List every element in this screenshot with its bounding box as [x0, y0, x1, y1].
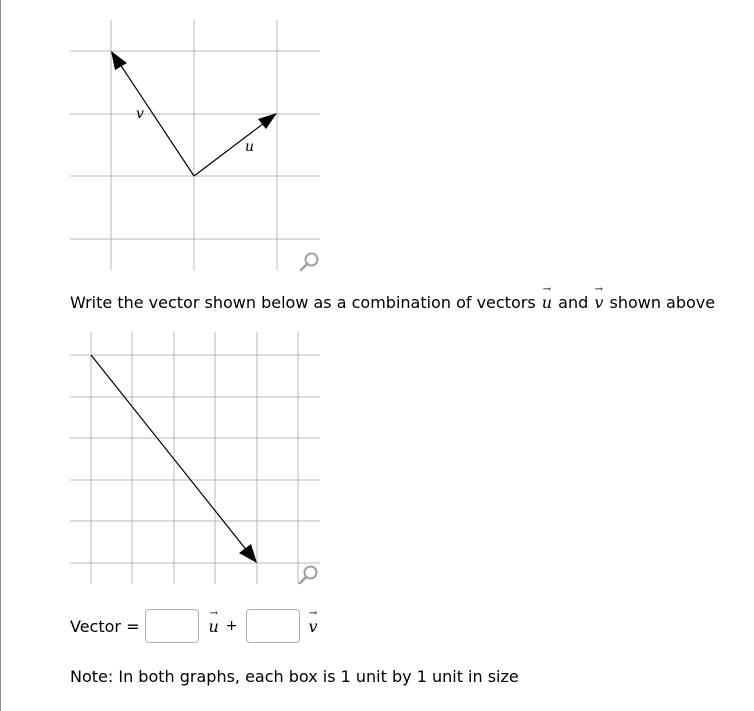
vector-equals-label: Vector =	[70, 616, 140, 636]
grid-lines	[70, 332, 320, 584]
vector-graph-uv	[66, 18, 330, 274]
vector-v-arrowhead	[111, 51, 127, 70]
answer-row	[70, 607, 323, 645]
plus-sign: +	[225, 618, 238, 634]
u-coefficient-input[interactable]	[145, 609, 199, 643]
vector-u-symbol: → u	[541, 293, 553, 312]
vector-u-symbol: → u	[207, 617, 219, 636]
note-text: Note: In both graphs, each box is 1 unit by 1 unit in size	[70, 667, 519, 686]
vector-v-label: v	[136, 106, 144, 122]
magnifier-icon[interactable]	[297, 563, 321, 587]
vector-u-arrowhead	[258, 113, 277, 129]
grid-lines	[70, 20, 320, 270]
target-vector-graph	[66, 328, 330, 590]
magnifier-icon[interactable]	[298, 250, 322, 274]
vector-v-symbol: → v	[593, 293, 604, 312]
instruction-text: Write the vector shown below as a combination of vectors → u and → v shown above	[70, 293, 750, 312]
target-vector-arrowhead	[239, 544, 257, 563]
v-coefficient-input[interactable]	[246, 609, 300, 643]
vector-v-symbol: → v	[308, 617, 319, 636]
vector-u-label: u	[245, 139, 255, 155]
